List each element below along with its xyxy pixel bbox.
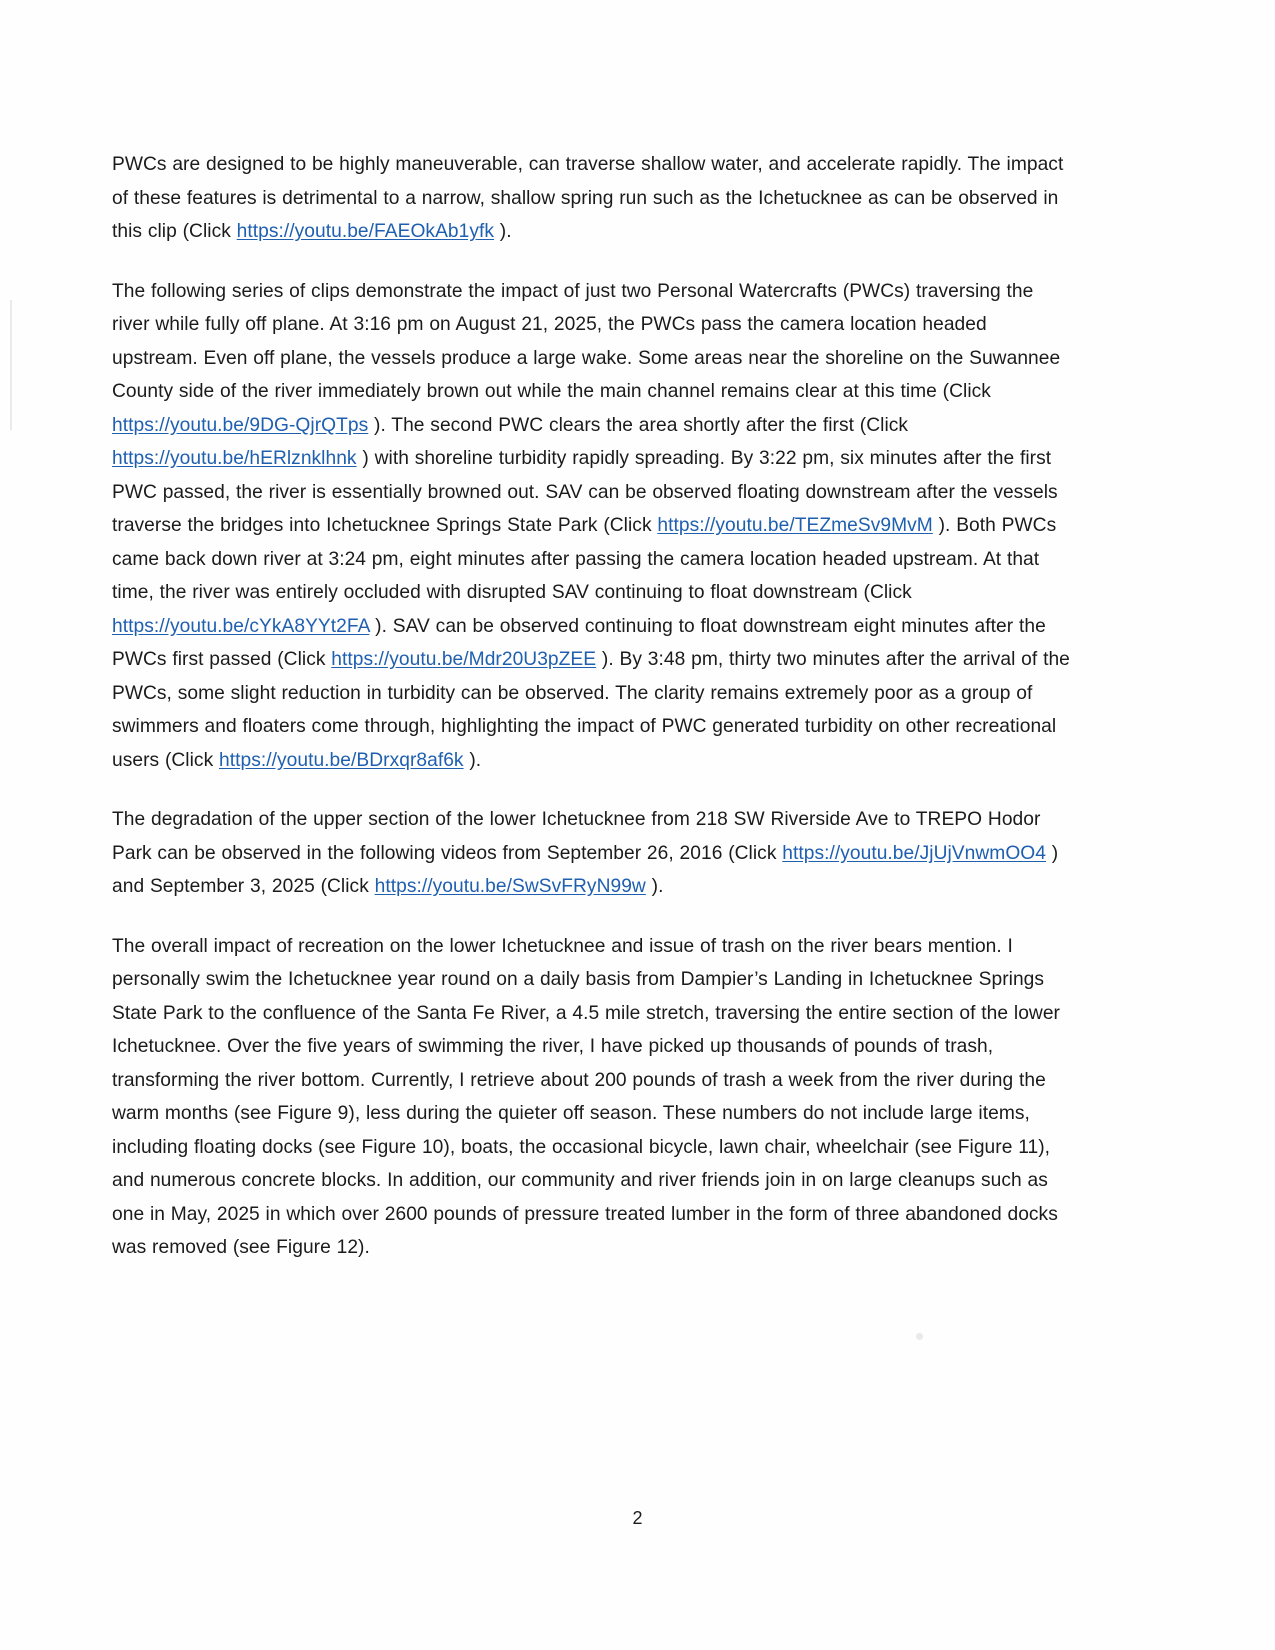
page-number: 2 [632,1508,643,1528]
paragraph-1 [112,148,1072,249]
body-text: ). SAV can be observed continuing to float downstream eight minutes after the PWCs first passed (Click [112,615,1046,670]
video-link[interactable]: https://youtu.be/FAEOkAb1yfk [236,221,495,242]
body-text: ). [463,749,482,771]
document-body [112,148,1072,1291]
body-text: The overall impact of recreation on the lower Ichetucknee and issue of trash on the river bears mention. I personally swim the Ichetucknee year round on a daily basis from Dampier’s Landing in Ichetucknee Springs State Park to the confluence of the Santa Fe River, a 4.5 mile stretch, traversing the entire section of the lower Ichetucknee. Over the five years of swimming the river, I have picked up thousands of pounds of trash, transforming the river bottom. Currently, I retrieve about 200 pounds of trash a week from the river during the warm months (see Figure 9), less during the quieter off season. These numbers do not include large items, including floating docks (see Figure 10), boats, the occasional bicycle, lawn chair, wheelchair (see Figure 11), and numerous concrete blocks. In addition, our community and river friends join in on large cleanups such as one in May, 2025 in which over 2600 pounds of pressure treated lumber in the form of three abandoned docks was removed (see Figure 12). [112,935,1060,1258]
video-link[interactable]: https://youtu.be/hERlznklhnk [112,448,357,469]
scan-artifact [10,300,12,430]
video-link[interactable]: https://youtu.be/TEZmeSv9MvM [657,515,933,536]
body-text: ). By 3:48 pm, thirty two minutes after the arrival of the PWCs, some slight reduction in turbidity can be observed. The clarity remains extremely poor as a group of swimmers and floaters come through, highlighting the impact of PWC generated turbidity on other recreational users (Click [112,649,1070,771]
video-link[interactable]: https://youtu.be/9DG-QjrQTps [112,414,369,436]
body-text: The degradation of the upper section of the lower Ichetucknee from 218 SW Riverside Ave to TREPO Hodor Park can be observed in the following videos from September 26, 2016 (Click [112,809,1041,864]
body-text: ) with shoreline turbidity rapidly spreading. By 3:22 pm, six minutes after the first PWC passed, the river is essentially browned out. SAV can be observed floating downstream after the vessels traverse the bridges into Ichetucknee Springs State Park (Click [112,448,1058,536]
video-link[interactable]: https://youtu.be/cYkA8YYt2FA [112,615,370,637]
paragraph-4 [112,930,1072,1265]
scan-artifact [916,1333,923,1340]
body-text: The following series of clips demonstrate the impact of just two Personal Watercrafts (PWCs) traversing the river while fully off plane. At 3:16 pm on August 21, 2025, the PWCs pass the camera location headed upstream. Even off plane, the vessels produce a large wake. Some areas near the shoreline on the Suwannee County side of the river immediately brown out while the main channel remains clear at this time (Click [112,280,1061,402]
body-text: ). The second PWC clears the area shortly after the first (Click [368,414,909,436]
paragraph-3 [112,803,1072,904]
body-text: PWCs are designed to be highly maneuverable, can traverse shallow water, and accelerate rapidly. The impact of these features is detrimental to a narrow, shallow spring run such as the Ichetucknee as can be observed in this clip (Click [112,154,1064,242]
video-link[interactable]: https://youtu.be/BDrxqr8af6k [219,749,464,771]
body-text: ). Both PWCs came back down river at 3:24 pm, eight minutes after passing the camera location headed upstream. At that time, the river was entirely occluded with disrupted SAV continuing to float downstream (Click [112,515,1057,603]
body-text: ). [645,876,664,897]
video-link[interactable]: https://youtu.be/Mdr20U3pZEE [331,649,597,670]
body-text: ) and September 3, 2025 (Click [112,842,1059,897]
body-text: ). [494,221,512,242]
video-link[interactable]: https://youtu.be/SwSvFRyN99w [374,876,646,897]
paragraph-2 [112,275,1072,778]
video-link[interactable]: https://youtu.be/JjUjVnwmOO4 [782,842,1046,864]
